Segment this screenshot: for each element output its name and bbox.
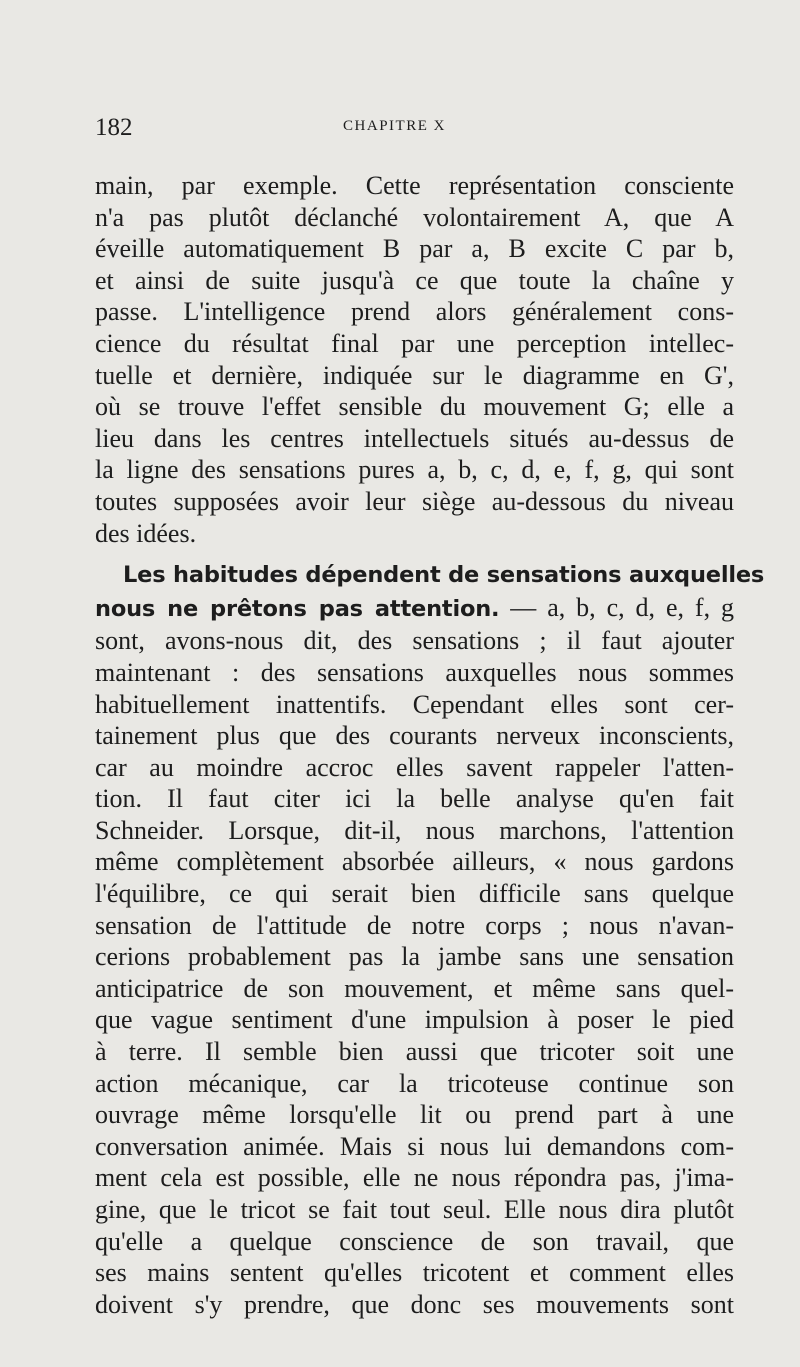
text-line: lieu dans les centres intellectuels situés au-dessus de [95,423,734,453]
text-line: sensation de l'attitude de notre corps ; nous n'avan- [95,910,734,940]
paragraph-gap [95,549,734,558]
text-line: éveille automatiquement B par a, B excite C par b, [95,234,734,264]
text-line: conversation animée. Mais si nous lui demandons com- [95,1131,734,1161]
text-line: qu'elle a quelque conscience de son travail, que [95,1226,734,1256]
section-heading: Les habitudes dépendent de sensations auxquelles [123,562,765,589]
running-header [95,108,734,148]
text-line: cience du résultat final par une perception intellec- [95,328,734,358]
page-number: 182 [95,114,133,141]
text-line: action mécanique, car la tricoteuse continue son [95,1068,734,1098]
text-line: et ainsi de suite jusqu'à ce que toute la chaîne y [95,265,734,295]
text-line: tion. Il faut citer ici la belle analyse qu'en fait [95,784,734,814]
text-line: main, par exemple. Cette représentation consciente [95,171,734,200]
paragraph-2 [95,558,765,1320]
text-line: tainement plus que des courants nerveux inconscients, [95,721,734,751]
body-text [95,170,765,1320]
text-line [95,592,734,626]
text-line: anticipatrice de son mouvement, et même sans quel- [95,973,734,1003]
text-line: ment cela est possible, elle ne nous répondra pas, j'ima- [95,1163,734,1193]
section-heading-line [95,558,765,592]
text-line: doivent s'y prendre, que donc ses mouvements sont [95,1289,734,1319]
text-line: la ligne des sensations pures a, b, c, d, e, f, g, qui sont [95,455,734,485]
text-line: car au moindre accroc elles savent rappeler l'atten- [95,752,734,782]
chapter-title: CHAPITRE X [343,118,446,134]
text-line: n'a pas plutôt déclanché volontairement A, que A [95,202,734,232]
text-line: sont, avons-nous dit, des sensations ; il faut ajouter [95,626,734,656]
text-line: passe. L'intelligence prend alors généralement cons- [95,297,734,327]
text-line: cerions probablement pas la jambe sans une sensation [95,942,734,972]
text-line: où se trouve l'effet sensible du mouvement G; elle a [95,392,734,422]
text-run: — a, b, c, d, e, f, g [499,592,734,622]
text-line: ses mains sentent qu'elles tricotent et comment elles [95,1258,734,1288]
text-line: gine, que le tricot se fait tout seul. Elle nous dira plutôt [95,1195,734,1224]
text-line: maintenant : des sensations auxquelles nous sommes [95,657,734,687]
text-line: ouvrage même lorsqu'elle lit ou prend part à une [95,1100,734,1130]
text-line: à terre. Il semble bien aussi que tricoter soit une [95,1037,734,1067]
text-line: que vague sentiment d'une impulsion à poser le pied [95,1005,734,1035]
text-line: des idées. [95,518,197,548]
text-line: habituellement inattentifs. Cependant elles sont cer- [95,689,734,719]
text-line: même complètement absorbée ailleurs, « nous gardons [95,847,734,877]
text-line: Schneider. Lorsque, dit-il, nous marchons, l'attention [95,815,734,845]
text-line: l'équilibre, ce qui serait bien difficile sans quelque [95,879,734,909]
text-line: tuelle et dernière, indiquée sur le diagramme en G', [95,360,734,390]
text-line: toutes supposées avoir leur siège au-dessous du niveau [95,486,734,516]
paragraph-1 [95,170,734,549]
section-heading-end: nous ne prêtons pas attention. [95,595,500,622]
